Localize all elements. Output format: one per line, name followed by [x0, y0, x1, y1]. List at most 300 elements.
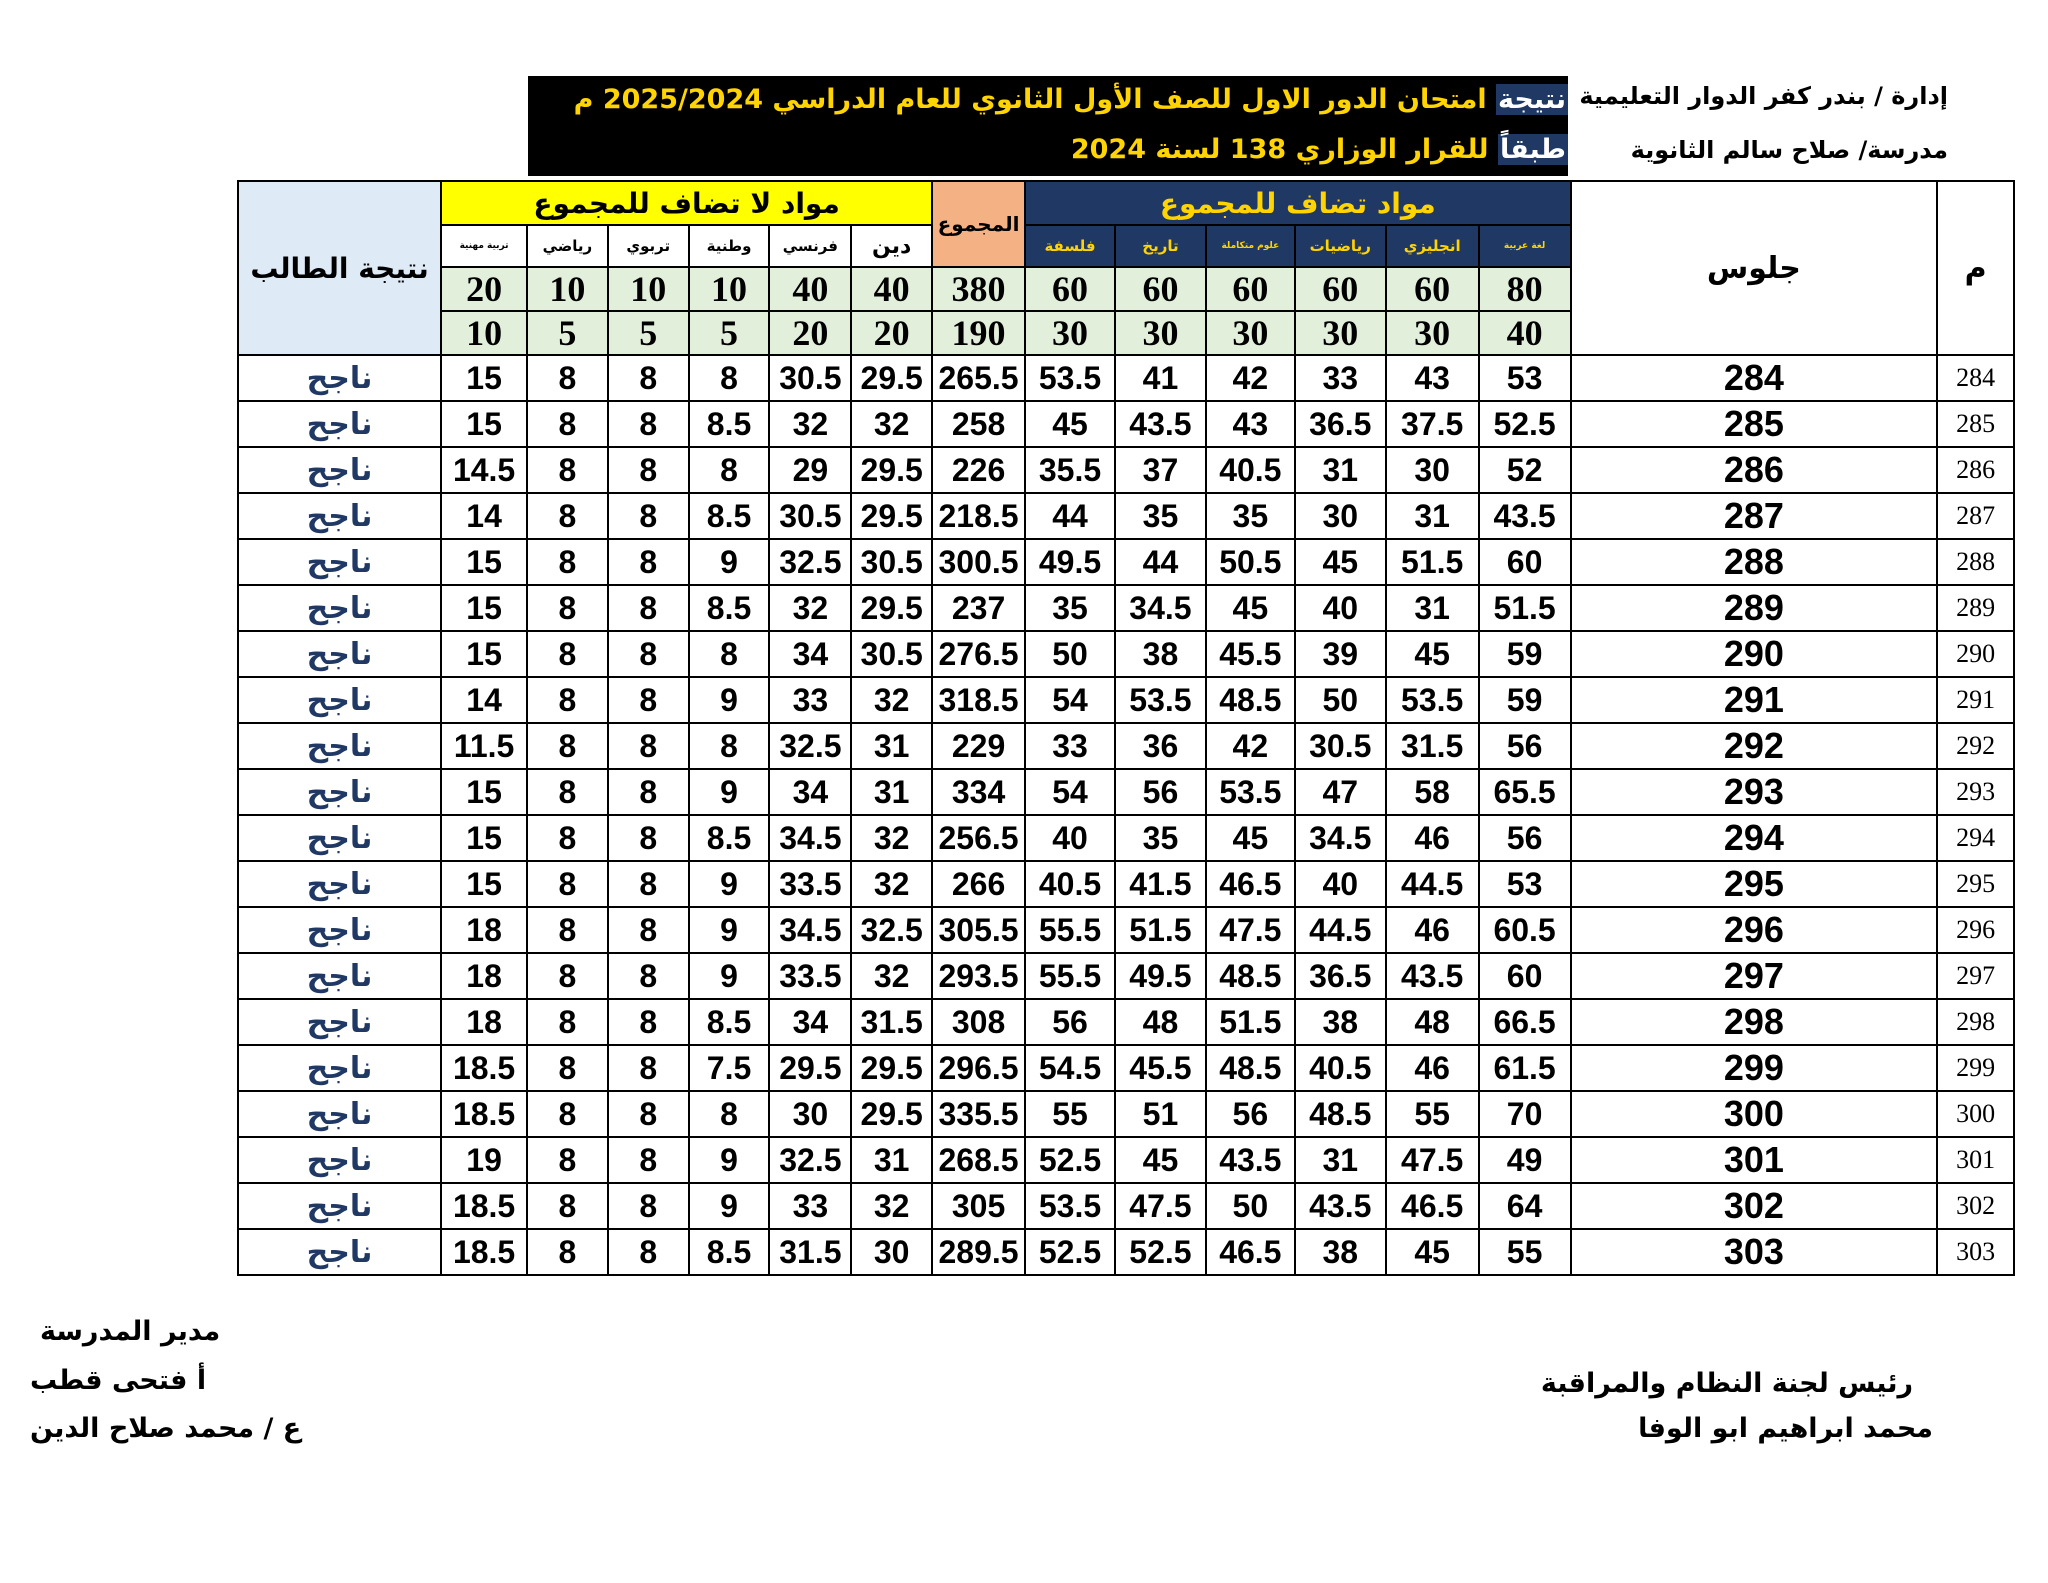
cell-result: ناجح	[238, 953, 441, 999]
cell-history: 34.5	[1115, 585, 1206, 631]
cell-edu: 8	[608, 1045, 689, 1091]
cell-national: 9	[689, 1137, 770, 1183]
cell-seat: 292	[1571, 723, 1938, 769]
cell-result: ناجح	[238, 355, 441, 401]
cell-total: 226	[932, 447, 1025, 493]
cell-philosophy: 33	[1025, 723, 1115, 769]
table-row	[238, 953, 2014, 999]
cell-french: 32.5	[769, 1137, 851, 1183]
cell-science: 45	[1206, 585, 1295, 631]
table-row	[238, 1045, 2014, 1091]
results-table	[237, 180, 2015, 1276]
cell-math: 39	[1295, 631, 1386, 677]
cell-french: 32.5	[769, 539, 851, 585]
cell-arabic: 65.5	[1479, 769, 1571, 815]
cell-math: 44.5	[1295, 907, 1386, 953]
cell-edu: 8	[608, 1091, 689, 1137]
cell-religion: 29.5	[851, 447, 932, 493]
cell-math: 36.5	[1295, 401, 1386, 447]
cell-arabic: 55	[1479, 1229, 1571, 1275]
cell-religion: 32	[851, 401, 932, 447]
table-row	[238, 447, 2014, 493]
subject-math-header: رياضيات	[1295, 225, 1386, 267]
cell-national: 8	[689, 723, 770, 769]
cell-result: ناجح	[238, 1183, 441, 1229]
cell-national: 9	[689, 769, 770, 815]
cell-science: 42	[1206, 723, 1295, 769]
cell-philosophy: 52.5	[1025, 1137, 1115, 1183]
table-row	[238, 539, 2014, 585]
min-mark: 30	[1295, 311, 1386, 355]
cell-english: 47.5	[1386, 1137, 1479, 1183]
cell-edu: 8	[608, 723, 689, 769]
subject-arabic-header: لغة عربية	[1479, 225, 1571, 267]
cell-total: 258	[932, 401, 1025, 447]
cell-national: 9	[689, 677, 770, 723]
cell-sport: 8	[527, 631, 608, 677]
cell-philosophy: 54.5	[1025, 1045, 1115, 1091]
cell-french: 34.5	[769, 907, 851, 953]
cell-science: 43.5	[1206, 1137, 1295, 1183]
cell-m: 292	[1937, 723, 2014, 769]
cell-english: 31	[1386, 585, 1479, 631]
cell-total: 308	[932, 999, 1025, 1045]
cell-total: 334	[932, 769, 1025, 815]
cell-vocational: 15	[441, 861, 527, 907]
cell-science: 48.5	[1206, 1045, 1295, 1091]
min-mark: 10	[441, 311, 527, 355]
cell-total: 256.5	[932, 815, 1025, 861]
cell-sport: 8	[527, 539, 608, 585]
cell-national: 8	[689, 1091, 770, 1137]
cell-national: 7.5	[689, 1045, 770, 1091]
min-mark: 20	[769, 311, 851, 355]
cell-sport: 8	[527, 1183, 608, 1229]
subject-history-header: تاريخ	[1115, 225, 1206, 267]
cell-english: 43.5	[1386, 953, 1479, 999]
cell-math: 38	[1295, 1229, 1386, 1275]
cell-arabic: 66.5	[1479, 999, 1571, 1045]
cell-total: 300.5	[932, 539, 1025, 585]
cell-philosophy: 55	[1025, 1091, 1115, 1137]
cell-math: 45	[1295, 539, 1386, 585]
cell-english: 43	[1386, 355, 1479, 401]
cell-seat: 299	[1571, 1045, 1938, 1091]
cell-religion: 30	[851, 1229, 932, 1275]
cell-edu: 8	[608, 953, 689, 999]
cell-vocational: 18.5	[441, 1183, 527, 1229]
subject-edu-header: تربوي	[608, 225, 689, 267]
cell-history: 41	[1115, 355, 1206, 401]
cell-m: 303	[1937, 1229, 2014, 1275]
group-added-header: مواد تضاف للمجموع	[1025, 181, 1571, 225]
cell-math: 33	[1295, 355, 1386, 401]
cell-sport: 8	[527, 861, 608, 907]
cell-arabic: 53	[1479, 355, 1571, 401]
cell-french: 34.5	[769, 815, 851, 861]
cell-seat: 289	[1571, 585, 1938, 631]
m-header: م	[1937, 181, 2014, 355]
table-row	[238, 1091, 2014, 1137]
cell-history: 43.5	[1115, 401, 1206, 447]
cell-m: 284	[1937, 355, 2014, 401]
cell-philosophy: 55.5	[1025, 953, 1115, 999]
cell-french: 30	[769, 1091, 851, 1137]
cell-science: 43	[1206, 401, 1295, 447]
min-mark: 5	[689, 311, 770, 355]
cell-arabic: 59	[1479, 631, 1571, 677]
table-row	[238, 355, 2014, 401]
cell-english: 53.5	[1386, 677, 1479, 723]
cell-m: 291	[1937, 677, 2014, 723]
cell-science: 35	[1206, 493, 1295, 539]
min-mark: 30	[1115, 311, 1206, 355]
cell-french: 31.5	[769, 1229, 851, 1275]
administration-label: إدارة / بندر كفر الدوار التعليمية	[1579, 82, 1948, 110]
cell-philosophy: 56	[1025, 999, 1115, 1045]
cell-national: 8	[689, 447, 770, 493]
cell-science: 40.5	[1206, 447, 1295, 493]
cell-total: 265.5	[932, 355, 1025, 401]
cell-edu: 8	[608, 677, 689, 723]
cell-vocational: 18	[441, 907, 527, 953]
cell-english: 46	[1386, 815, 1479, 861]
cell-seat: 301	[1571, 1137, 1938, 1183]
cell-philosophy: 35	[1025, 585, 1115, 631]
result-header: نتيجة الطالب	[238, 181, 441, 355]
cell-seat: 286	[1571, 447, 1938, 493]
cell-science: 48.5	[1206, 953, 1295, 999]
cell-seat: 302	[1571, 1183, 1938, 1229]
max-mark: 10	[527, 267, 608, 311]
cell-history: 53.5	[1115, 677, 1206, 723]
cell-arabic: 52.5	[1479, 401, 1571, 447]
cell-philosophy: 40	[1025, 815, 1115, 861]
cell-total: 289.5	[932, 1229, 1025, 1275]
cell-french: 30.5	[769, 355, 851, 401]
cell-result: ناجح	[238, 493, 441, 539]
committee-name: محمد ابراهيم ابو الوفا	[1638, 1413, 1933, 1444]
cell-history: 45.5	[1115, 1045, 1206, 1091]
min-mark: 5	[608, 311, 689, 355]
table-row	[238, 723, 2014, 769]
cell-religion: 32.5	[851, 907, 932, 953]
cell-m: 295	[1937, 861, 2014, 907]
max-total: 380	[932, 267, 1025, 311]
cell-history: 49.5	[1115, 953, 1206, 999]
principal-title: مدير المدرسة	[40, 1316, 221, 1347]
cell-vocational: 15	[441, 585, 527, 631]
cell-m: 296	[1937, 907, 2014, 953]
cell-edu: 8	[608, 815, 689, 861]
cell-arabic: 61.5	[1479, 1045, 1571, 1091]
cell-result: ناجح	[238, 861, 441, 907]
table-row	[238, 1183, 2014, 1229]
max-mark: 20	[441, 267, 527, 311]
max-mark: 60	[1295, 267, 1386, 311]
table-row	[238, 631, 2014, 677]
cell-total: 305.5	[932, 907, 1025, 953]
cell-religion: 32	[851, 815, 932, 861]
cell-vocational: 14	[441, 677, 527, 723]
cell-religion: 29.5	[851, 355, 932, 401]
principal-name: أ فتحى قطب	[30, 1365, 207, 1396]
cell-vocational: 15	[441, 815, 527, 861]
cell-arabic: 43.5	[1479, 493, 1571, 539]
cell-math: 31	[1295, 447, 1386, 493]
title-highlight: نتيجة	[1497, 84, 1566, 115]
cell-result: ناجح	[238, 631, 441, 677]
cell-total: 268.5	[932, 1137, 1025, 1183]
cell-history: 51.5	[1115, 907, 1206, 953]
subject-vocational-header: تربية مهنية	[441, 225, 527, 267]
cell-result: ناجح	[238, 1137, 441, 1183]
cell-philosophy: 45	[1025, 401, 1115, 447]
cell-english: 58	[1386, 769, 1479, 815]
cell-religion: 30.5	[851, 539, 932, 585]
cell-vocational: 18	[441, 999, 527, 1045]
cell-seat: 288	[1571, 539, 1938, 585]
cell-religion: 32	[851, 953, 932, 999]
cell-edu: 8	[608, 631, 689, 677]
cell-arabic: 49	[1479, 1137, 1571, 1183]
max-mark: 40	[769, 267, 851, 311]
cell-math: 30.5	[1295, 723, 1386, 769]
cell-national: 8.5	[689, 493, 770, 539]
cell-vocational: 15	[441, 401, 527, 447]
cell-science: 47.5	[1206, 907, 1295, 953]
cell-history: 35	[1115, 815, 1206, 861]
cell-seat: 284	[1571, 355, 1938, 401]
cell-sport: 8	[527, 1045, 608, 1091]
cell-history: 41.5	[1115, 861, 1206, 907]
cell-result: ناجح	[238, 1045, 441, 1091]
min-mark: 30	[1386, 311, 1479, 355]
cell-science: 50.5	[1206, 539, 1295, 585]
cell-seat: 285	[1571, 401, 1938, 447]
max-mark: 60	[1025, 267, 1115, 311]
cell-vocational: 15	[441, 539, 527, 585]
cell-history: 37	[1115, 447, 1206, 493]
cell-arabic: 59	[1479, 677, 1571, 723]
cell-philosophy: 53.5	[1025, 355, 1115, 401]
cell-result: ناجح	[238, 401, 441, 447]
cell-seat: 287	[1571, 493, 1938, 539]
cell-science: 56	[1206, 1091, 1295, 1137]
cell-seat: 296	[1571, 907, 1938, 953]
cell-seat: 300	[1571, 1091, 1938, 1137]
cell-religion: 31.5	[851, 999, 932, 1045]
cell-m: 293	[1937, 769, 2014, 815]
cell-sport: 8	[527, 585, 608, 631]
cell-m: 287	[1937, 493, 2014, 539]
cell-seat: 294	[1571, 815, 1938, 861]
table-row	[238, 999, 2014, 1045]
cell-seat: 303	[1571, 1229, 1938, 1275]
cell-science: 45.5	[1206, 631, 1295, 677]
deputy-name: ع / محمد صلاح الدين	[30, 1413, 302, 1444]
cell-french: 33.5	[769, 953, 851, 999]
cell-seat: 297	[1571, 953, 1938, 999]
cell-national: 8.5	[689, 999, 770, 1045]
table-row	[238, 907, 2014, 953]
cell-religion: 30.5	[851, 631, 932, 677]
cell-history: 52.5	[1115, 1229, 1206, 1275]
max-mark: 10	[608, 267, 689, 311]
cell-edu: 8	[608, 539, 689, 585]
cell-national: 9	[689, 1183, 770, 1229]
cell-philosophy: 54	[1025, 769, 1115, 815]
cell-sport: 8	[527, 953, 608, 999]
cell-math: 40	[1295, 861, 1386, 907]
cell-edu: 8	[608, 769, 689, 815]
cell-philosophy: 53.5	[1025, 1183, 1115, 1229]
cell-philosophy: 40.5	[1025, 861, 1115, 907]
cell-math: 31	[1295, 1137, 1386, 1183]
cell-arabic: 70	[1479, 1091, 1571, 1137]
cell-m: 297	[1937, 953, 2014, 999]
subject-religion-header: دين	[851, 225, 932, 267]
cell-french: 34	[769, 769, 851, 815]
cell-sport: 8	[527, 769, 608, 815]
max-mark: 60	[1206, 267, 1295, 311]
cell-sport: 8	[527, 355, 608, 401]
cell-history: 45	[1115, 1137, 1206, 1183]
cell-french: 32	[769, 401, 851, 447]
cell-science: 45	[1206, 815, 1295, 861]
cell-vocational: 14	[441, 493, 527, 539]
subject-philosophy-header: فلسفة	[1025, 225, 1115, 267]
cell-total: 237	[932, 585, 1025, 631]
cell-edu: 8	[608, 355, 689, 401]
cell-religion: 29.5	[851, 585, 932, 631]
cell-religion: 32	[851, 861, 932, 907]
cell-english: 45	[1386, 631, 1479, 677]
cell-edu: 8	[608, 585, 689, 631]
cell-national: 8	[689, 355, 770, 401]
cell-total: 318.5	[932, 677, 1025, 723]
cell-edu: 8	[608, 493, 689, 539]
cell-french: 32	[769, 585, 851, 631]
cell-french: 33.5	[769, 861, 851, 907]
cell-english: 44.5	[1386, 861, 1479, 907]
exam-title	[574, 84, 1568, 115]
cell-total: 293.5	[932, 953, 1025, 999]
cell-religion: 31	[851, 1137, 932, 1183]
cell-seat: 295	[1571, 861, 1938, 907]
cell-english: 46	[1386, 907, 1479, 953]
cell-result: ناجح	[238, 1229, 441, 1275]
cell-english: 37.5	[1386, 401, 1479, 447]
min-total: 190	[932, 311, 1025, 355]
table-row	[238, 1137, 2014, 1183]
cell-french: 34	[769, 999, 851, 1045]
cell-sport: 8	[527, 907, 608, 953]
decree-highlight: طبقاً	[1499, 134, 1566, 165]
table-row	[238, 401, 2014, 447]
max-mark: 60	[1115, 267, 1206, 311]
cell-m: 301	[1937, 1137, 2014, 1183]
cell-religion: 31	[851, 723, 932, 769]
subject-science-header: علوم متكاملة	[1206, 225, 1295, 267]
cell-history: 44	[1115, 539, 1206, 585]
cell-philosophy: 49.5	[1025, 539, 1115, 585]
title-banner	[528, 76, 1568, 176]
cell-science: 46.5	[1206, 1229, 1295, 1275]
cell-vocational: 15	[441, 631, 527, 677]
cell-m: 290	[1937, 631, 2014, 677]
cell-english: 31	[1386, 493, 1479, 539]
cell-english: 30	[1386, 447, 1479, 493]
cell-arabic: 52	[1479, 447, 1571, 493]
cell-national: 9	[689, 907, 770, 953]
cell-history: 51	[1115, 1091, 1206, 1137]
cell-french: 30.5	[769, 493, 851, 539]
cell-vocational: 18.5	[441, 1045, 527, 1091]
cell-math: 34.5	[1295, 815, 1386, 861]
cell-science: 53.5	[1206, 769, 1295, 815]
cell-national: 9	[689, 539, 770, 585]
subject-french-header: فرنسي	[769, 225, 851, 267]
cell-national: 8.5	[689, 1229, 770, 1275]
cell-sport: 8	[527, 815, 608, 861]
min-mark: 5	[527, 311, 608, 355]
table-row	[238, 861, 2014, 907]
cell-history: 48	[1115, 999, 1206, 1045]
cell-edu: 8	[608, 1137, 689, 1183]
cell-vocational: 14.5	[441, 447, 527, 493]
cell-result: ناجح	[238, 999, 441, 1045]
results-body	[238, 355, 2014, 1275]
cell-sport: 8	[527, 677, 608, 723]
cell-edu: 8	[608, 999, 689, 1045]
cell-seat: 293	[1571, 769, 1938, 815]
cell-science: 48.5	[1206, 677, 1295, 723]
cell-edu: 8	[608, 861, 689, 907]
cell-religion: 29.5	[851, 1091, 932, 1137]
cell-total: 335.5	[932, 1091, 1025, 1137]
cell-national: 9	[689, 861, 770, 907]
cell-math: 38	[1295, 999, 1386, 1045]
cell-national: 9	[689, 953, 770, 999]
cell-french: 34	[769, 631, 851, 677]
cell-english: 55	[1386, 1091, 1479, 1137]
cell-science: 46.5	[1206, 861, 1295, 907]
cell-arabic: 60	[1479, 953, 1571, 999]
max-mark: 10	[689, 267, 770, 311]
cell-math: 30	[1295, 493, 1386, 539]
cell-philosophy: 54	[1025, 677, 1115, 723]
cell-french: 33	[769, 1183, 851, 1229]
cell-math: 43.5	[1295, 1183, 1386, 1229]
cell-math: 40	[1295, 585, 1386, 631]
cell-history: 36	[1115, 723, 1206, 769]
cell-result: ناجح	[238, 815, 441, 861]
cell-seat: 290	[1571, 631, 1938, 677]
max-mark: 80	[1479, 267, 1571, 311]
cell-vocational: 19	[441, 1137, 527, 1183]
cell-science: 42	[1206, 355, 1295, 401]
cell-total: 218.5	[932, 493, 1025, 539]
cell-sport: 8	[527, 723, 608, 769]
decree-line	[1071, 134, 1568, 165]
cell-m: 294	[1937, 815, 2014, 861]
max-mark: 40	[851, 267, 932, 311]
cell-math: 48.5	[1295, 1091, 1386, 1137]
group-not-added-header: مواد لا تضاف للمجموع	[441, 181, 932, 225]
cell-edu: 8	[608, 447, 689, 493]
cell-arabic: 53	[1479, 861, 1571, 907]
